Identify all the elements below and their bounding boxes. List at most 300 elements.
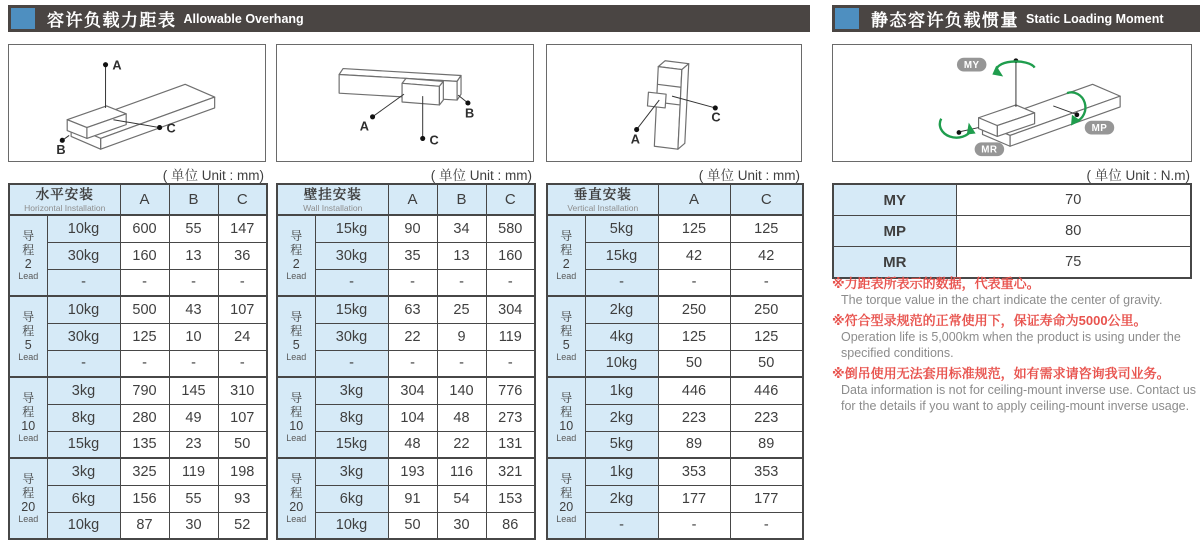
table-row — [547, 269, 803, 296]
lead-cell — [277, 458, 315, 539]
value-cell: 10 — [169, 323, 218, 350]
load-cell: 15kg — [315, 215, 388, 242]
value-cell: 86 — [486, 512, 535, 539]
load-cell: 10kg — [47, 512, 120, 539]
table-row — [547, 512, 803, 539]
mr-badge-label: MR — [981, 144, 998, 156]
unit-label-nm: ( 单位 Unit : N.m) — [1086, 168, 1190, 183]
lead-char: 导 — [560, 310, 573, 324]
point-b-label: B — [56, 142, 66, 158]
lead-cell — [547, 377, 585, 458]
table-row — [9, 377, 267, 404]
value-cell: 48 — [437, 404, 486, 431]
value-cell: 25 — [437, 296, 486, 323]
value-cell: 42 — [730, 242, 803, 269]
lead-char: 导 — [290, 391, 303, 405]
lead-number: 2 — [292, 257, 300, 271]
value-cell: - — [486, 269, 535, 296]
value-cell: 42 — [658, 242, 730, 269]
value-cell: 160 — [120, 242, 169, 269]
load-cell: 2kg — [585, 404, 658, 431]
value-cell: 54 — [437, 485, 486, 512]
mp-badge-label: MP — [1091, 123, 1108, 135]
table-header-row — [9, 184, 267, 215]
lead-char: 导 — [22, 472, 35, 486]
value-cell: 104 — [388, 404, 437, 431]
load-cell: 5kg — [585, 431, 658, 458]
value-cell: 30 — [437, 512, 486, 539]
lead-char: 程 — [560, 242, 573, 257]
load-cell: - — [47, 269, 120, 296]
value-cell: 50 — [388, 512, 437, 539]
value-cell: 131 — [486, 431, 535, 458]
value-cell: 13 — [437, 242, 486, 269]
point-a-label: A — [630, 131, 640, 147]
vertical-actuator-drawing — [547, 45, 801, 161]
lead-cell — [277, 296, 315, 377]
moment-row — [833, 216, 1191, 247]
value-cell: 193 — [388, 458, 437, 485]
value-cell: - — [120, 350, 169, 377]
overhang-table — [8, 183, 268, 540]
lead-word: Lead — [556, 433, 577, 443]
load-cell: 4kg — [585, 323, 658, 350]
section-title-zh: 容许负载力距表 — [47, 11, 177, 30]
lead-cell — [277, 215, 315, 296]
lead-char: 程 — [22, 323, 35, 338]
value-cell: 177 — [730, 485, 803, 512]
value-cell: - — [658, 269, 730, 296]
value-cell: - — [388, 350, 437, 377]
load-cell: - — [47, 350, 120, 377]
load-cell: - — [315, 350, 388, 377]
load-cell: 10kg — [47, 215, 120, 242]
value-cell: 22 — [388, 323, 437, 350]
table-row — [547, 404, 803, 431]
moment-value: 70 — [956, 184, 1191, 216]
lead-char: 导 — [22, 310, 35, 324]
table-row — [9, 512, 267, 539]
table-row — [277, 404, 535, 431]
table-title-zh: 壁挂安装 — [303, 186, 362, 202]
note-zh: ※力距表所表示的数据，代表重心。 — [832, 276, 1040, 291]
value-cell: 107 — [218, 296, 267, 323]
table-title-zh: 水平安装 — [35, 186, 94, 202]
moment-label: MR — [833, 247, 956, 279]
lead-cell — [277, 377, 315, 458]
point-c-label: C — [429, 132, 439, 148]
lead-char: 程 — [290, 485, 303, 500]
value-cell: 87 — [120, 512, 169, 539]
lead-char: 程 — [290, 242, 303, 257]
table-row — [9, 242, 267, 269]
table-title-en: Wall Installation — [303, 202, 363, 213]
load-cell: 15kg — [585, 242, 658, 269]
table-row — [277, 458, 535, 485]
value-cell: 153 — [486, 485, 535, 512]
table-row — [547, 458, 803, 485]
value-cell: 125 — [730, 323, 803, 350]
value-cell: 280 — [120, 404, 169, 431]
wall-actuator-drawing — [277, 45, 533, 161]
accent-square-icon — [835, 8, 859, 29]
value-cell: 250 — [730, 296, 803, 323]
value-cell: - — [169, 350, 218, 377]
value-cell: - — [437, 269, 486, 296]
lead-char: 导 — [290, 229, 303, 243]
value-cell: 304 — [388, 377, 437, 404]
point-a-label: A — [359, 118, 370, 134]
lead-number: 20 — [559, 500, 574, 514]
value-cell: 48 — [388, 431, 437, 458]
value-cell: 140 — [437, 377, 486, 404]
load-cell: 10kg — [585, 350, 658, 377]
column-header: C — [730, 184, 803, 215]
value-cell: 790 — [120, 377, 169, 404]
unit-label-mm: ( 单位 Unit : mm) — [162, 168, 264, 183]
table-row — [547, 296, 803, 323]
value-cell: - — [388, 269, 437, 296]
load-cell: 8kg — [47, 404, 120, 431]
value-cell: 36 — [218, 242, 267, 269]
load-cell: - — [585, 269, 658, 296]
value-cell: 125 — [730, 215, 803, 242]
value-cell: 580 — [486, 215, 535, 242]
column-header: A — [388, 184, 437, 215]
lead-char: 导 — [290, 310, 303, 324]
moment-value: 80 — [956, 216, 1191, 247]
diagram-wall-installation — [276, 44, 534, 162]
value-cell: - — [120, 269, 169, 296]
section-title-en: Static Loading Moment — [1026, 11, 1164, 26]
load-cell: 3kg — [315, 458, 388, 485]
lead-char: 程 — [290, 404, 303, 419]
lead-char: 导 — [22, 391, 35, 405]
lead-number: 5 — [562, 338, 570, 352]
load-cell: 10kg — [47, 296, 120, 323]
value-cell: 63 — [388, 296, 437, 323]
value-cell: 273 — [486, 404, 535, 431]
value-cell: - — [730, 512, 803, 539]
lead-number: 5 — [292, 338, 300, 352]
lead-char: 程 — [22, 242, 35, 257]
value-cell: 49 — [169, 404, 218, 431]
value-cell: 125 — [120, 323, 169, 350]
value-cell: 116 — [437, 458, 486, 485]
value-cell: 30 — [169, 512, 218, 539]
value-cell: 353 — [730, 458, 803, 485]
lead-word: Lead — [556, 514, 577, 524]
load-cell: 2kg — [585, 296, 658, 323]
lead-char: 导 — [560, 391, 573, 405]
table-row — [547, 350, 803, 377]
lead-word: Lead — [556, 271, 577, 281]
value-cell: 250 — [658, 296, 730, 323]
lead-cell — [547, 215, 585, 296]
load-cell: - — [585, 512, 658, 539]
lead-number: 10 — [289, 419, 304, 433]
table-host-horizontal — [8, 183, 268, 540]
value-cell: 135 — [120, 431, 169, 458]
value-cell: 91 — [388, 485, 437, 512]
table-row — [9, 485, 267, 512]
value-cell: 125 — [658, 215, 730, 242]
value-cell: 446 — [658, 377, 730, 404]
lead-char: 程 — [22, 404, 35, 419]
diagram-vertical-installation — [546, 44, 802, 162]
value-cell: - — [218, 350, 267, 377]
accent-square-icon — [11, 8, 35, 29]
table-row — [277, 377, 535, 404]
section-header-static-loading-moment — [832, 5, 1200, 32]
diagram-static-loading-moment — [832, 44, 1192, 162]
column-header: A — [658, 184, 730, 215]
column-header: A — [120, 184, 169, 215]
load-cell: 10kg — [315, 512, 388, 539]
lead-number: 20 — [289, 500, 304, 514]
lead-number: 10 — [21, 419, 36, 433]
value-cell: 13 — [169, 242, 218, 269]
point-b-label: B — [464, 105, 475, 121]
load-cell: 5kg — [585, 215, 658, 242]
lead-cell — [9, 215, 47, 296]
actuator-rail — [339, 69, 461, 105]
table-host-vertical — [546, 183, 804, 540]
lead-cell — [9, 377, 47, 458]
value-cell: 776 — [486, 377, 535, 404]
moment-row — [833, 184, 1191, 216]
moment-table — [832, 183, 1192, 279]
lead-cell — [547, 458, 585, 539]
point-a-dot — [103, 62, 108, 67]
note-zh: ※倒吊使用无法套用标准规范，如有需求请咨询我司业务。 — [832, 365, 1170, 381]
table-title-cell — [9, 184, 120, 215]
table-row — [9, 404, 267, 431]
table-row — [9, 431, 267, 458]
lead-char: 程 — [560, 323, 573, 338]
table-row — [9, 269, 267, 296]
value-cell: - — [437, 350, 486, 377]
table-row — [277, 215, 535, 242]
value-cell: 304 — [486, 296, 535, 323]
value-cell: 160 — [486, 242, 535, 269]
note-en: Operation life is 5,000km when the product is using under the specified conditions. — [841, 329, 1181, 360]
load-cell: 15kg — [315, 296, 388, 323]
load-cell: 30kg — [315, 242, 388, 269]
column-header: B — [437, 184, 486, 215]
value-cell: 446 — [730, 377, 803, 404]
load-cell: 1kg — [585, 377, 658, 404]
value-cell: 223 — [658, 404, 730, 431]
table-row — [547, 485, 803, 512]
load-cell: 6kg — [315, 485, 388, 512]
lead-cell — [547, 296, 585, 377]
load-cell: 15kg — [315, 431, 388, 458]
mp-axis-dot — [1075, 112, 1080, 117]
actuator-rail — [647, 61, 688, 149]
lead-word: Lead — [18, 514, 39, 524]
lead-char: 导 — [560, 472, 573, 486]
lead-word: Lead — [18, 271, 39, 281]
value-cell: 52 — [218, 512, 267, 539]
table-row — [277, 323, 535, 350]
value-cell: 223 — [730, 404, 803, 431]
table-row — [277, 242, 535, 269]
table-row — [277, 512, 535, 539]
value-cell: 23 — [169, 431, 218, 458]
value-cell: 50 — [730, 350, 803, 377]
lead-cell — [9, 458, 47, 539]
value-cell: 93 — [218, 485, 267, 512]
value-cell: 145 — [169, 377, 218, 404]
moment-actuator-drawing — [833, 45, 1191, 161]
value-cell: 55 — [169, 215, 218, 242]
table-title-cell — [547, 184, 658, 215]
value-cell: 198 — [218, 458, 267, 485]
value-cell: - — [486, 350, 535, 377]
value-cell: 43 — [169, 296, 218, 323]
point-c-dot — [157, 125, 162, 130]
section-header-allowable-overhang — [8, 5, 810, 32]
load-cell: 15kg — [47, 431, 120, 458]
table-row — [547, 377, 803, 404]
value-cell: 310 — [218, 377, 267, 404]
point-c-label: C — [711, 109, 721, 125]
table-title-en: Vertical Installation — [567, 202, 639, 213]
table-row — [9, 215, 267, 242]
table-row — [547, 323, 803, 350]
table-row — [277, 269, 535, 296]
load-cell: 30kg — [315, 323, 388, 350]
value-cell: 353 — [658, 458, 730, 485]
table-row — [9, 323, 267, 350]
value-cell: 321 — [486, 458, 535, 485]
table-row — [277, 296, 535, 323]
lead-number: 5 — [24, 338, 32, 352]
actuator-rail — [979, 84, 1121, 146]
lead-word: Lead — [286, 433, 307, 443]
load-cell: 30kg — [47, 242, 120, 269]
column-header: C — [218, 184, 267, 215]
table-row — [547, 431, 803, 458]
lead-char: 程 — [560, 404, 573, 419]
note-en: The torque value in the chart indicate the center of gravity. — [841, 293, 1163, 307]
load-cell: 3kg — [315, 377, 388, 404]
overhang-table — [276, 183, 536, 540]
lead-char: 程 — [560, 485, 573, 500]
value-cell: 50 — [218, 431, 267, 458]
table-title-en: Horizontal Installation — [24, 202, 106, 213]
lead-word: Lead — [18, 433, 39, 443]
lead-char: 导 — [22, 229, 35, 243]
load-cell: 3kg — [47, 377, 120, 404]
table-title-cell — [277, 184, 388, 215]
moment-label: MP — [833, 216, 956, 247]
lead-word: Lead — [18, 352, 39, 362]
value-cell: - — [169, 269, 218, 296]
table-row — [547, 215, 803, 242]
table-header-row — [277, 184, 535, 215]
moment-label: MY — [833, 184, 956, 216]
mr-axis-dot — [957, 130, 962, 135]
value-cell: 147 — [218, 215, 267, 242]
section-title-en: Allowable Overhang — [183, 11, 304, 26]
value-cell: 107 — [218, 404, 267, 431]
value-cell: - — [218, 269, 267, 296]
value-cell: 35 — [388, 242, 437, 269]
load-cell: - — [315, 269, 388, 296]
unit-label-mm: ( 单位 Unit : mm) — [698, 168, 800, 183]
load-cell: 1kg — [585, 458, 658, 485]
lead-char: 程 — [290, 323, 303, 338]
table-host-wall — [276, 183, 536, 540]
table-title-zh: 垂直安装 — [573, 186, 632, 202]
lead-word: Lead — [286, 271, 307, 281]
column-header: B — [169, 184, 218, 215]
value-cell: 600 — [120, 215, 169, 242]
lead-word: Lead — [286, 352, 307, 362]
value-cell: 500 — [120, 296, 169, 323]
value-cell: 125 — [658, 323, 730, 350]
value-cell: - — [730, 269, 803, 296]
value-cell: 22 — [437, 431, 486, 458]
table-row — [547, 242, 803, 269]
note-en: Data information is not for ceiling-mount inverse use. Contact us for the details if you want to apply ceiling-mount inverse usage. — [841, 382, 1197, 413]
point-c-dot — [420, 136, 425, 141]
value-cell: 325 — [120, 458, 169, 485]
note-zh: ※符合型录规范的正常使用下，保证寿命为5000公里。 — [832, 312, 1147, 328]
table-row — [9, 350, 267, 377]
value-cell: 34 — [437, 215, 486, 242]
lead-word: Lead — [556, 352, 577, 362]
table-row — [277, 485, 535, 512]
load-cell: 2kg — [585, 485, 658, 512]
point-c-label: C — [166, 120, 176, 136]
value-cell: 119 — [169, 458, 218, 485]
table-row — [277, 350, 535, 377]
lead-char: 导 — [560, 229, 573, 243]
table-row — [9, 296, 267, 323]
table-header-row — [547, 184, 803, 215]
value-cell: 24 — [218, 323, 267, 350]
diagram-horizontal-installation — [8, 44, 266, 162]
section-title-zh: 静态容许负载惯量 — [871, 11, 1019, 30]
load-cell: 30kg — [47, 323, 120, 350]
value-cell: 9 — [437, 323, 486, 350]
value-cell: 177 — [658, 485, 730, 512]
lead-number: 20 — [21, 500, 36, 514]
lead-number: 10 — [559, 419, 574, 433]
value-cell: 156 — [120, 485, 169, 512]
lead-char: 程 — [22, 485, 35, 500]
table-row — [9, 458, 267, 485]
horizontal-actuator-drawing — [9, 45, 265, 161]
value-cell: 89 — [658, 431, 730, 458]
lead-cell — [9, 296, 47, 377]
point-a-dot — [370, 114, 375, 119]
load-cell: 6kg — [47, 485, 120, 512]
value-cell: 50 — [658, 350, 730, 377]
lead-char: 导 — [290, 472, 303, 486]
point-a-label: A — [112, 57, 122, 73]
moment-value: 75 — [956, 247, 1191, 279]
value-cell: 119 — [486, 323, 535, 350]
value-cell: 55 — [169, 485, 218, 512]
my-badge-label: MY — [963, 60, 980, 72]
column-header: C — [486, 184, 535, 215]
value-cell: 89 — [730, 431, 803, 458]
lead-number: 2 — [24, 257, 32, 271]
